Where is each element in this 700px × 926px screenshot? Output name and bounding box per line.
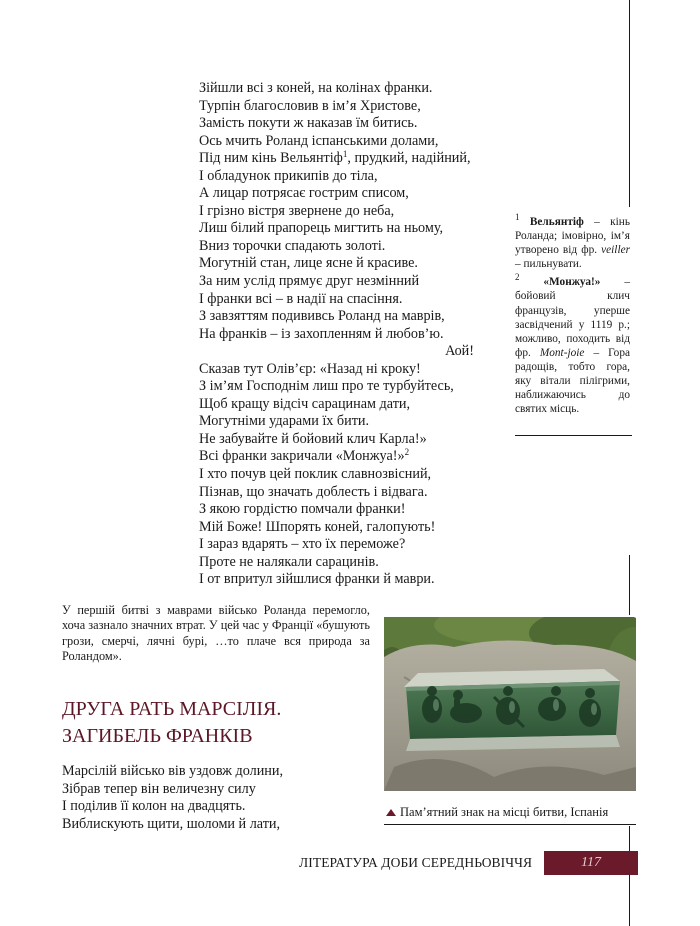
- footnote-1: [515, 212, 630, 271]
- poem-line: Мій Боже! Шпорять коней, галопують!: [199, 518, 436, 535]
- footnote-ref-2: 2: [404, 447, 410, 458]
- poem-line: Не забувайте й бойовий клич Карла!»: [199, 430, 427, 447]
- footnote-term: «Монжуа!»: [543, 276, 601, 289]
- footnote-marker: 2: [515, 272, 520, 283]
- poem-line: З якою гордістю помчали франки!: [199, 501, 406, 518]
- footnote-foreign-word: veiller: [601, 244, 630, 257]
- page-number-box: [544, 851, 638, 875]
- footnote-text: – кінь Роланда; імовірно, ім’я утворено від фр.: [515, 216, 630, 257]
- poem-line: Марсілій військо вів уздовж долини,: [62, 763, 284, 779]
- footnote-text: – пильнувати.: [515, 258, 582, 271]
- poem-line: Щоб кращу відсіч сарацинам дати,: [199, 395, 411, 412]
- poem-line: За ним услід прямує друг незмінний: [199, 273, 420, 290]
- poem-refrain: Аой!: [445, 343, 474, 360]
- poem-line: Ось мчить Роланд іспанськими долами,: [199, 132, 439, 149]
- mid-right-rule: [629, 555, 630, 615]
- top-right-rule: [629, 0, 630, 207]
- page-number: 117: [581, 855, 601, 870]
- footnotes: [515, 212, 630, 420]
- poem-line: Вниз торочки спадають золоті.: [199, 237, 386, 254]
- poem-line: [199, 448, 474, 466]
- footnote-marker: 1: [515, 212, 520, 222]
- poem-line: Сказав тут Олів’єр: «Назад ні кроку!: [199, 360, 421, 377]
- poem-line: Проте не налякали сарацинів.: [199, 553, 379, 570]
- section-heading-line: ДРУГА РАТЬ МАРСІЛІЯ.: [62, 698, 282, 720]
- poem-lower: [62, 763, 362, 833]
- poem-line: І обладунок прикипів до тіла,: [199, 167, 378, 184]
- footnote-text: – Гора радощів, тобто гора, яку вітали пілігрими, наближаючись до святих місць.: [515, 346, 630, 416]
- footer-section-title: ЛІТЕРАТУРА ДОБИ СЕРЕДНЬОВІЧЧЯ: [299, 855, 533, 870]
- poem-line: І франки всі – в надії на спасіння.: [199, 290, 403, 307]
- footnote-term: Вельянтіф: [529, 216, 584, 228]
- poem-line: З ім’ям Господнім лиш про те турбуйтесь,: [199, 378, 454, 395]
- poem-line: І хто почув цей поклик славнозвісний,: [199, 466, 432, 483]
- poem-line: Могутніми ударами їх бити.: [199, 413, 370, 430]
- poem-line-text: Під ним кінь Вельянтіф: [199, 150, 343, 167]
- poem-line-text: , прудкий, надійний,: [347, 150, 471, 167]
- poem-line: На франків – із захопленням й любов’ю.: [199, 325, 444, 342]
- photo-caption-text: Пам’ятний знак на місці битви, Іспанія: [400, 805, 609, 819]
- poem-line: Зійшли всі з коней, на колінах франки.: [199, 80, 433, 96]
- poem-line: І от впритул зійшлися франки й маври.: [199, 571, 435, 588]
- poem-line: Замість покути ж наказав їм битись.: [199, 115, 418, 132]
- footnote-text: – бойовий клич французів, уперше засвідчений у 1119 р.; можливо, походить від фр.: [515, 276, 630, 359]
- poem-line: З завзяттям подививсь Роланд на маврів,: [199, 308, 445, 325]
- poem-line: І поділив її колон на двадцять.: [62, 798, 246, 815]
- photo-caption: [384, 800, 636, 825]
- footnote-foreign-word: Mont-joie: [539, 346, 585, 359]
- poem-line: І зараз вдарять – хто їх переможе?: [199, 536, 406, 553]
- poem-line-text: Всі франки закричали «Монжуа!»: [199, 448, 405, 465]
- triangle-icon: [386, 809, 396, 816]
- poem-line: Могутній стан, лице ясне й красиве.: [199, 255, 418, 272]
- footer-rule: [629, 826, 630, 926]
- poem-line: І грізно вістря звернене до неба,: [199, 202, 395, 219]
- footnote-2: [515, 272, 630, 416]
- poem-line: Турпін благословив в ім’я Христове,: [199, 97, 421, 114]
- section-heading-line: ЗАГИБЕЛЬ ФРАНКІВ: [62, 725, 253, 747]
- poem-line: А лицар потрясає гострим списом,: [199, 185, 409, 202]
- poem-line: Лиш білий прапорець мигтить на ньому,: [199, 220, 444, 237]
- poem-upper: [199, 80, 474, 589]
- poem-line: Виблискують щити, шоломи й лати,: [62, 815, 281, 832]
- poem-line: Пізнав, що значать доблесть і відвага.: [199, 483, 428, 500]
- summary-paragraph: У першій битві з маврами військо Роланда перемогло, хоча зазнало значних втрат. У цей час у Франції «бушують грози, смерчі, лячні бурі, …то плаче вся природа за Роландом».: [62, 603, 370, 664]
- section-heading: [62, 696, 392, 750]
- poem-line: Зібрав тепер він величезну силу: [62, 780, 256, 797]
- footnote-ref-1: 1: [342, 149, 348, 160]
- monument-photo: [384, 617, 636, 791]
- poem-line: [199, 150, 474, 168]
- footnotes-divider: [515, 435, 632, 436]
